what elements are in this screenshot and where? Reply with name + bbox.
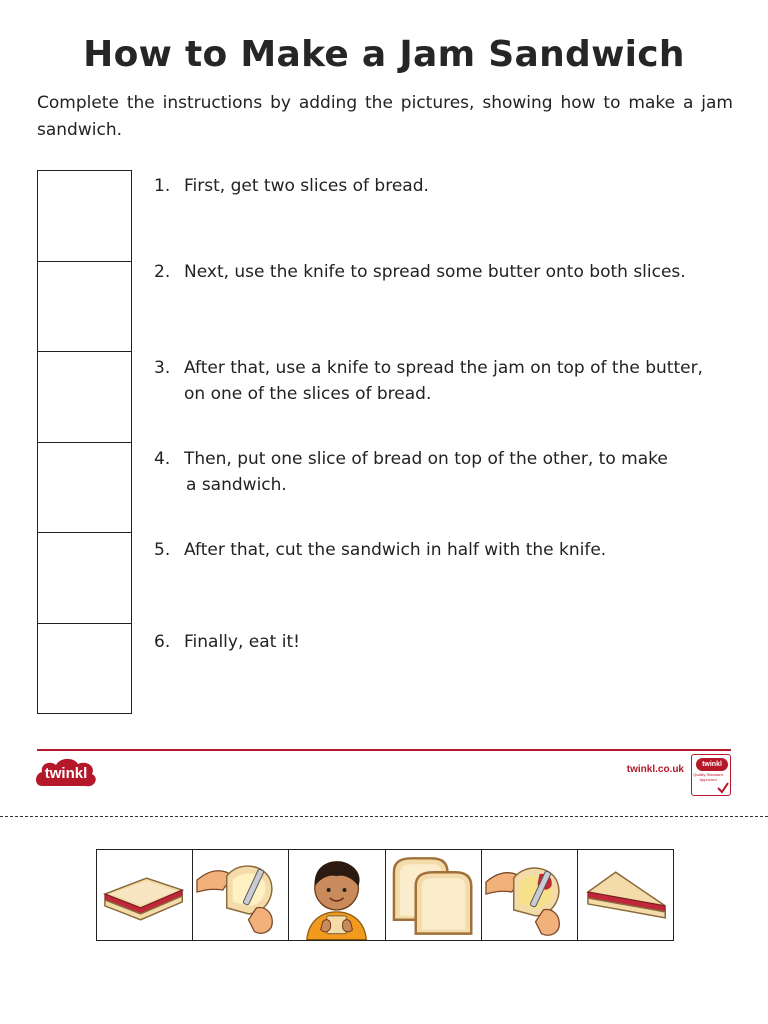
picture-box-1[interactable] [38, 171, 131, 262]
step-text: After that, cut the sandwich in half with the knife. [184, 540, 607, 560]
picture-strip [96, 849, 674, 941]
twinkl-logo[interactable] [34, 756, 98, 792]
picture-box-2[interactable] [38, 262, 131, 353]
two-bread-slices-icon [386, 850, 481, 940]
step-number: 2. [154, 262, 171, 282]
picture-card-2[interactable] [193, 850, 289, 940]
step-number: 6. [154, 632, 171, 652]
site-url[interactable]: twinkl.co.uk [626, 764, 684, 775]
step-text: Then, put one slice of bread on top of the other, to make [184, 449, 668, 469]
badge-text: Quality Standard Approved [693, 772, 723, 782]
step-number: 1. [154, 176, 171, 196]
step-number: 3. [154, 358, 171, 378]
instructions-intro: Complete the instructions by adding the pictures, showing how to make a jam sandwich. [37, 93, 733, 140]
check-icon [717, 782, 729, 794]
step-6 [154, 629, 744, 655]
sandwich-half-icon [578, 850, 673, 940]
footer-divider [37, 749, 731, 751]
step-number: 4. [154, 449, 171, 469]
picture-box-6[interactable] [38, 624, 131, 715]
step-text-continued: a sandwich. [186, 475, 287, 495]
spread-jam-icon [482, 850, 577, 940]
quality-badge [691, 754, 731, 796]
picture-card-5[interactable] [482, 850, 578, 940]
step-text: After that, use a knife to spread the jam on top of the butter, [184, 358, 703, 378]
step-4 [154, 446, 744, 498]
cut-line [0, 816, 768, 817]
picture-box-5[interactable] [38, 533, 131, 624]
picture-box-4[interactable] [38, 443, 131, 534]
picture-box-3[interactable] [38, 352, 131, 443]
step-text-continued: on one of the slices of bread. [184, 384, 432, 404]
step-text: First, get two slices of bread. [184, 176, 429, 196]
picture-card-6[interactable] [578, 850, 673, 940]
spread-butter-icon [193, 850, 288, 940]
picture-boxes [37, 170, 132, 714]
badge-brand: twinkl [696, 758, 728, 771]
picture-card-4[interactable] [386, 850, 482, 940]
page-title: How to Make a Jam Sandwich [83, 34, 685, 75]
step-5 [154, 537, 744, 563]
jam-sandwich-icon [97, 850, 192, 940]
step-text: Finally, eat it! [184, 632, 300, 652]
logo-text: twinkl [44, 765, 88, 782]
step-2 [154, 259, 744, 285]
picture-card-1[interactable] [97, 850, 193, 940]
picture-card-3[interactable] [289, 850, 385, 940]
step-3 [154, 355, 744, 407]
step-text: Next, use the knife to spread some butter onto both slices. [184, 262, 686, 282]
child-eating-icon [289, 850, 384, 940]
step-number: 5. [154, 540, 171, 560]
step-1 [154, 173, 744, 199]
